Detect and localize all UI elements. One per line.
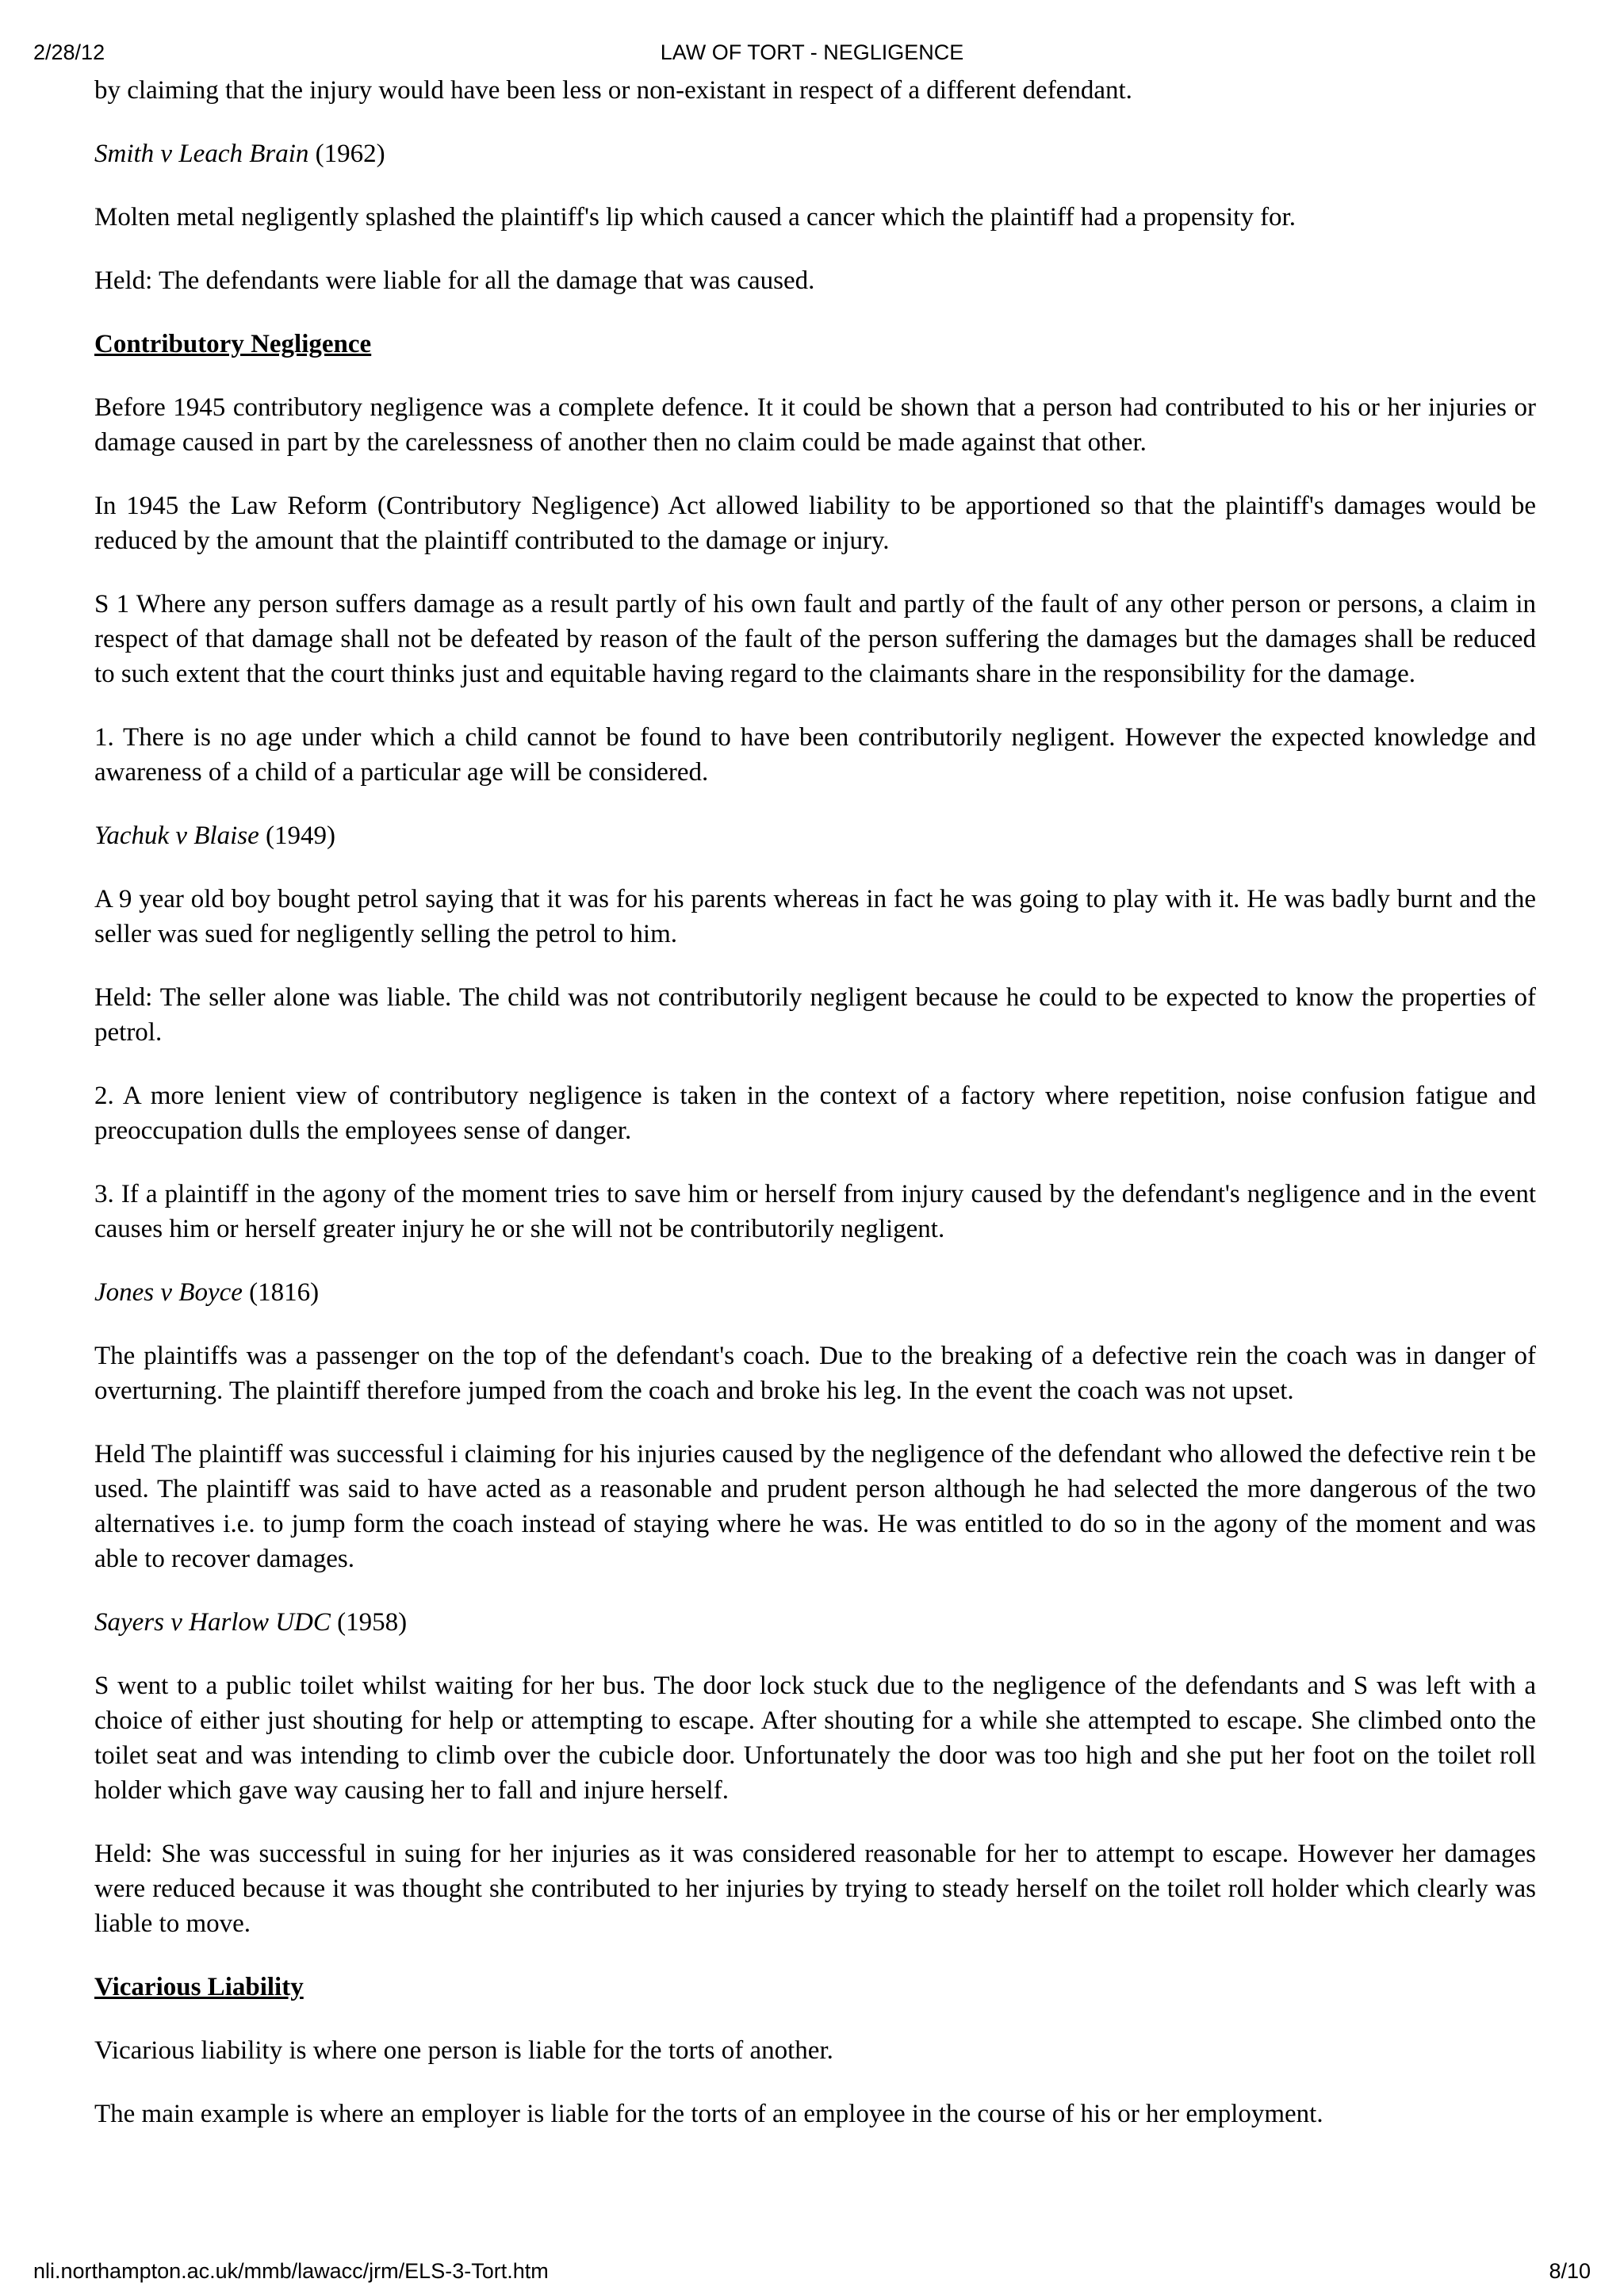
case-held-sayers: Held: She was successful in suing for her injuries as it was considered reasonable for her to attempt to escape. However her damages were reduced because it was thought she contributed to her injuries by trying to steady herself on the toilet roll holder which clearly was liable to move.	[94, 1840, 1536, 1938]
case-name: Yachuk v Blaise	[94, 821, 259, 850]
case-name: Jones v Boyce	[94, 1278, 243, 1307]
statute-section-1: S 1 Where any person suffers damage as a result partly of his own fault and partly of the fault of any other person or persons, a claim in respect of that damage shall not be defeated by reason of the fault of the person suffering the damages but the damages shall be reduced to such extent that the court thinks just and equitable having regard to the claimants share in the responsibility for the damage.	[94, 590, 1536, 688]
case-facts-smith: Molten metal negligently splashed the plaintiff's lip which caused a cancer which the plaintiff had a propensity for.	[94, 203, 1296, 232]
source-url: nli.northampton.ac.uk/mmb/lawacc/jrm/ELS-3-Tort.htm	[33, 2259, 549, 2283]
case-year: (1816)	[249, 1278, 320, 1307]
case-year: (1962)	[315, 140, 385, 168]
section-heading-contributory-negligence: Contributory Negligence	[94, 330, 372, 358]
case-citation-smith	[94, 136, 1536, 171]
case-year: (1949)	[266, 821, 335, 850]
print-date: 2/28/12	[33, 40, 105, 64]
point-2: 2. A more lenient view of contributory negligence is taken in the context of a factory where repetition, noise confusion fatigue and preoccupation dulls the employees sense of danger.	[94, 1082, 1536, 1145]
document-title: LAW OF TORT - NEGLIGENCE	[660, 40, 964, 64]
case-held-smith: Held: The defendants were liable for all the damage that was caused.	[94, 266, 815, 295]
case-citation-jones	[94, 1275, 1536, 1310]
section-heading-vicarious-liability: Vicarious Liability	[94, 1973, 304, 2001]
vicarious-paragraph-2: The main example is where an employer is liable for the torts of an employee in the course of his or her employment.	[94, 2100, 1323, 2128]
print-header	[33, 38, 1591, 67]
case-citation-yachuk	[94, 818, 1536, 853]
case-facts-sayers: S went to a public toilet whilst waiting for her bus. The door lock stuck due to the negligence of the defendants and S was left with a choice of either just shouting for help or attempting to escape. After shouting for a while she attempted to escape. She climbed onto the toilet seat and was intending to climb over the cubicle door. Unfortunately the door was too high and she put her foot on the toilet roll holder which gave way causing her to fall and injure herself.	[94, 1672, 1536, 1805]
print-footer	[33, 2257, 1591, 2285]
case-name: Smith v Leach Brain	[94, 140, 309, 168]
page-number: 8/10	[1549, 2259, 1591, 2283]
vicarious-paragraph-1: Vicarious liability is where one person is liable for the torts of another.	[94, 2036, 833, 2065]
case-facts-jones: The plaintiffs was a passenger on the top of the defendant's coach. Due to the breaking of a defective rein the coach was in danger of overturning. The plaintiff therefore jumped from the coach and broke his leg. In the event the coach was not upset.	[94, 1342, 1536, 1405]
case-held-yachuk: Held: The seller alone was liable. The child was not contributorily negligent because he could to be expected to know the properties of petrol.	[94, 983, 1536, 1047]
point-1: 1. There is no age under which a child cannot be found to have been contributorily negligent. However the expected knowledge and awareness of a child of a particular age will be considered.	[94, 723, 1536, 787]
case-name: Sayers v Harlow UDC	[94, 1608, 331, 1637]
case-citation-sayers	[94, 1605, 1536, 1640]
document-body	[94, 73, 1536, 2160]
contributory-paragraph-2: In 1945 the Law Reform (Contributory Negligence) Act allowed liability to be apportioned so that the plaintiff's damages would be reduced by the amount that the plaintiff contributed to the damage or injury.	[94, 492, 1536, 555]
case-facts-yachuk: A 9 year old boy bought petrol saying that it was for his parents whereas in fact he was going to play with it. He was badly burnt and the seller was sued for negligently selling the petrol to him.	[94, 885, 1536, 948]
point-3: 3. If a plaintiff in the agony of the moment tries to save him or herself from injury caused by the defendant's negligence and in the event causes him or herself greater injury he or she will not be contributorily negligent.	[94, 1180, 1536, 1243]
case-held-jones: Held The plaintiff was successful i claiming for his injuries caused by the negligence of the defendant who allowed the defective rein t be used. The plaintiff was said to have acted as a reasonable and prudent person although he had selected the more dangerous of the two alternatives i.e. to jump form the coach instead of staying where he was. He was entitled to do so in the agony of the moment and was able to recover damages.	[94, 1440, 1536, 1573]
case-year: (1958)	[337, 1608, 408, 1637]
contributory-paragraph-1: Before 1945 contributory negligence was a complete defence. It it could be shown that a person had contributed to his or her injuries or damage caused in part by the carelessness of another then no claim could be made against that other.	[94, 393, 1536, 457]
intro-paragraph: by claiming that the injury would have been less or non-existant in respect of a different defendant.	[94, 76, 1132, 105]
